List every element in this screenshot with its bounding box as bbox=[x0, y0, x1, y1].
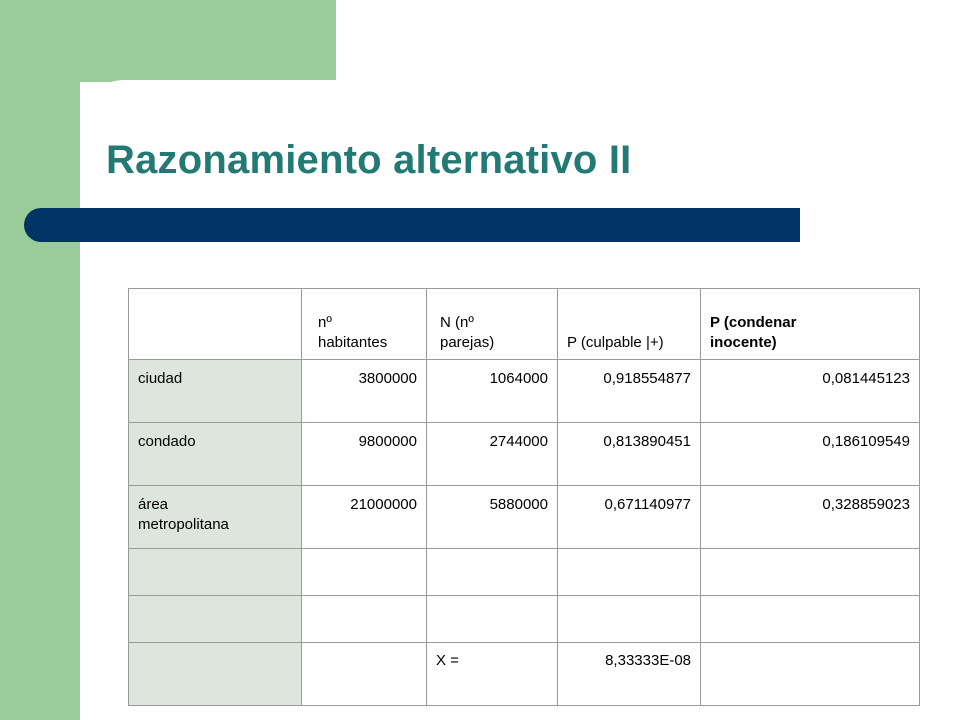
table-cell: 21000000 bbox=[302, 486, 427, 549]
row-label: ciudad bbox=[129, 360, 302, 423]
table-cell bbox=[302, 549, 427, 596]
header-cell-inhabitants bbox=[302, 289, 427, 360]
slide-title: Razonamiento alternativo II bbox=[106, 138, 632, 182]
table-cell bbox=[427, 596, 558, 643]
table-cell bbox=[558, 596, 701, 643]
table-header-row bbox=[129, 289, 920, 360]
table-cell: 2744000 bbox=[427, 423, 558, 486]
table-row-empty bbox=[129, 549, 920, 596]
table-cell bbox=[302, 596, 427, 643]
row-label bbox=[129, 643, 302, 706]
header-text: P (culpable |+) bbox=[567, 334, 664, 351]
row-label bbox=[129, 549, 302, 596]
table-cell bbox=[558, 549, 701, 596]
table-cell bbox=[701, 549, 920, 596]
table-cell bbox=[701, 643, 920, 706]
table-cell: 0,813890451 bbox=[558, 423, 701, 486]
table-cell bbox=[302, 643, 427, 706]
row-label: condado bbox=[129, 423, 302, 486]
table-cell: 0,081445123 bbox=[701, 360, 920, 423]
table-row-empty bbox=[129, 596, 920, 643]
table-cell bbox=[701, 596, 920, 643]
header-cell-couples bbox=[427, 289, 558, 360]
title-underline-bar bbox=[24, 208, 800, 242]
table-cell: 0,918554877 bbox=[558, 360, 701, 423]
table-cell: 5880000 bbox=[427, 486, 558, 549]
header-text: P (condenar inocente) bbox=[710, 314, 797, 351]
table-cell: 0,186109549 bbox=[701, 423, 920, 486]
header-cell-empty bbox=[129, 289, 302, 360]
table-row-result bbox=[129, 643, 920, 706]
table-cell bbox=[427, 549, 558, 596]
header-cell-p-convict-innocent bbox=[701, 289, 920, 360]
result-value: 8,33333E-08 bbox=[558, 643, 701, 706]
table-row bbox=[129, 423, 920, 486]
table-row bbox=[129, 360, 920, 423]
table-cell: 0,328859023 bbox=[701, 486, 920, 549]
table-cell: 9800000 bbox=[302, 423, 427, 486]
data-table bbox=[128, 288, 920, 706]
row-label: área metropolitana bbox=[129, 486, 302, 549]
table-cell: 1064000 bbox=[427, 360, 558, 423]
table-cell: 3800000 bbox=[302, 360, 427, 423]
table-cell: 0,671140977 bbox=[558, 486, 701, 549]
header-cell-p-guilty bbox=[558, 289, 701, 360]
row-label bbox=[129, 596, 302, 643]
table-row bbox=[129, 486, 920, 549]
header-text: nº habitantes bbox=[318, 314, 388, 351]
header-text: N (nº parejas) bbox=[440, 314, 495, 351]
result-label: X = bbox=[427, 643, 558, 706]
decorative-green-sidebar bbox=[0, 0, 80, 720]
